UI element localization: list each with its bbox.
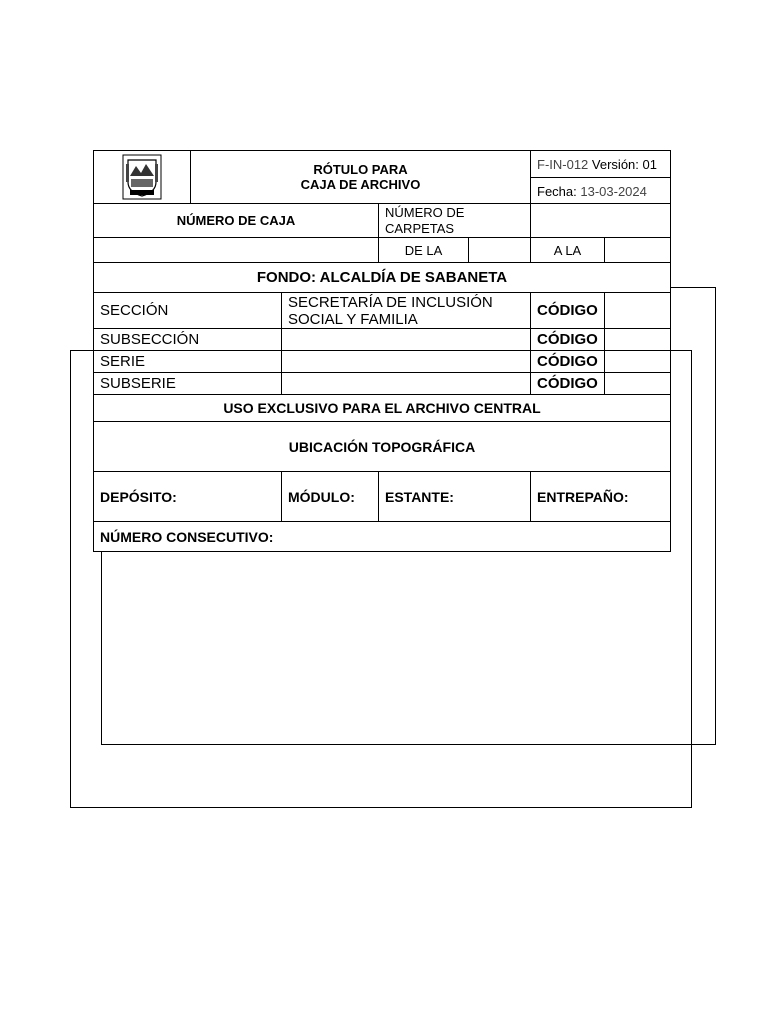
subseccion-label: SUBSECCIÓN — [100, 331, 200, 348]
subseccion-codigo-label: CÓDIGO — [530, 329, 604, 350]
seccion-value-line-2: SOCIAL Y FAMILIA — [288, 310, 418, 328]
deposito-label: DEPÓSITO: — [100, 488, 177, 505]
subserie-row — [93, 373, 671, 395]
ubicacion-label: UBICACIÓN TOPOGRÁFICA — [288, 438, 476, 455]
archive-box-label-form — [93, 150, 671, 552]
subserie-codigo-value — [604, 373, 670, 394]
subseccion-value — [281, 329, 530, 350]
entrepano-label: ENTREPAÑO: — [530, 472, 670, 521]
date-field — [531, 178, 670, 204]
serie-value — [281, 351, 530, 372]
title-line-2: CAJA DE ARCHIVO — [300, 177, 421, 192]
code-version — [531, 151, 670, 178]
de-la-label: DE LA — [378, 238, 468, 262]
subserie-label: SUBSERIE — [100, 375, 176, 392]
form-code: F-IN-012 — [537, 156, 589, 172]
consecutivo-row — [93, 522, 671, 552]
date-label: Fecha: — [537, 183, 577, 199]
serie-codigo-label: CÓDIGO — [530, 351, 604, 372]
uso-exclusivo-row — [93, 395, 671, 422]
version-label: Versión: — [591, 156, 639, 172]
uso-exclusivo-label: USO EXCLUSIVO PARA EL ARCHIVO CENTRAL — [223, 400, 541, 416]
fondo-row — [93, 263, 671, 293]
subseccion-row — [93, 329, 671, 351]
a-la-value — [604, 238, 670, 262]
date-value: 13-03-2024 — [580, 183, 647, 199]
a-la-label: A LA — [530, 238, 604, 262]
serie-codigo-value — [604, 351, 670, 372]
ubicacion-row — [93, 422, 671, 472]
estante-label: ESTANTE: — [378, 472, 530, 521]
range-blank — [94, 238, 378, 262]
numero-carpetas-line-2: CARPETAS — [385, 220, 455, 236]
consecutivo-label: NÚMERO CONSECUTIVO: — [100, 528, 274, 545]
numero-carpetas-line-1: NÚMERO DE — [385, 204, 465, 220]
subseccion-codigo-value — [604, 329, 670, 350]
municipal-seal-icon — [122, 154, 162, 200]
seccion-value-line-1: SECRETARÍA DE INCLUSIÓN — [288, 293, 493, 311]
fondo-label: FONDO: ALCALDÍA DE SABANETA — [256, 269, 508, 286]
title-cell — [190, 151, 530, 203]
range-row — [93, 238, 671, 263]
numero-caja-label: NÚMERO DE CAJA — [176, 213, 296, 228]
box-number-row — [93, 204, 671, 238]
seccion-codigo-value — [604, 293, 670, 328]
version-value: 01 — [642, 156, 657, 172]
numero-carpetas-label — [378, 204, 530, 237]
subserie-codigo-label: CÓDIGO — [530, 373, 604, 394]
numero-carpetas-value — [530, 204, 670, 237]
seccion-value — [281, 293, 530, 328]
de-la-value — [468, 238, 530, 262]
serie-row — [93, 351, 671, 373]
logo-cell — [94, 151, 190, 203]
modulo-label: MÓDULO: — [281, 472, 378, 521]
location-fields-row — [93, 472, 671, 522]
seccion-row — [93, 293, 671, 329]
seccion-codigo-label: CÓDIGO — [530, 293, 604, 328]
seccion-label: SECCIÓN — [100, 302, 169, 319]
title-line-1: RÓTULO PARA — [313, 162, 408, 177]
header-row — [93, 150, 671, 204]
doc-meta-cell — [530, 151, 670, 203]
subserie-value — [281, 373, 530, 394]
serie-label: SERIE — [100, 353, 146, 370]
